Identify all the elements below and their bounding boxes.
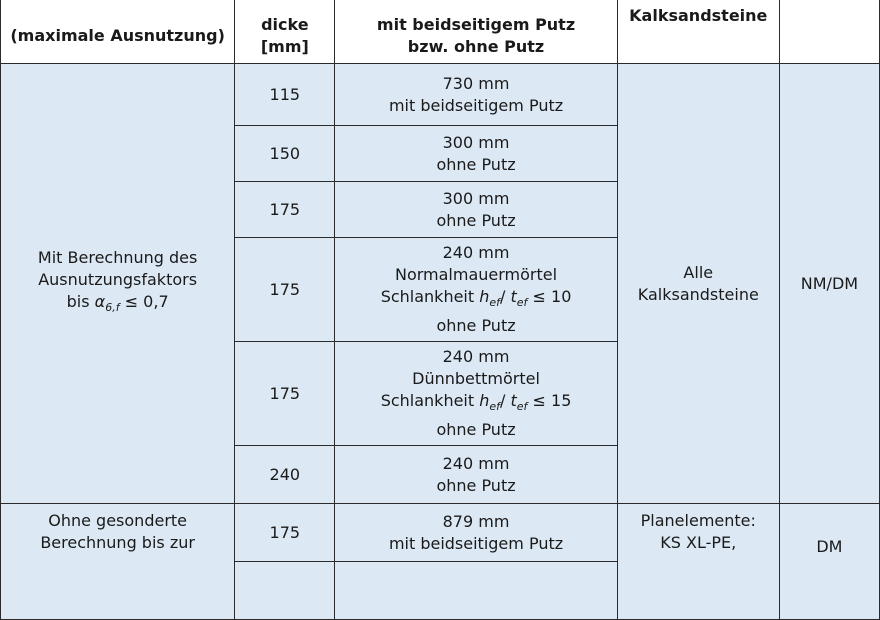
header-mortar (779, 0, 879, 64)
header-stones-text: Kalksandsteine (629, 6, 768, 25)
thickness-cell: 150 (235, 126, 335, 182)
h-symbol: h (479, 391, 490, 411)
t-subscript: ef (516, 296, 528, 310)
mortar-type: Normalmauermörtel (394, 265, 558, 285)
slenderness-line: Schlankheit $h_{ef}/$ $t_{ef} \le 15$ (380, 391, 572, 414)
slenderness-line: Schlankheit $h_{ef}/$ $t_{ef} \le 10$ (380, 287, 572, 310)
mortar-cell-group1: NM/DM (779, 64, 879, 504)
alpha-subscript: 6,f (105, 301, 120, 315)
table-row (1, 504, 880, 562)
length-cell (335, 562, 617, 620)
length-cell (335, 182, 617, 238)
header-length-text: mit beidseitigem Putz bzw. ohne Putz (376, 15, 576, 56)
mortar-cell-group2: DM (779, 504, 879, 620)
condition-cell-group1 (1, 64, 235, 504)
length-note: ohne Putz (436, 154, 516, 174)
t-symbol: t (510, 391, 517, 411)
condition-cell-group2 (1, 504, 235, 620)
header-thickness-text: dicke [mm] (260, 15, 309, 56)
thickness-cell (235, 562, 335, 620)
length-cell (335, 446, 617, 504)
mortar-type: Dünnbettmörtel (412, 369, 540, 389)
length-value: 240 mm (442, 347, 510, 367)
length-cell (335, 64, 617, 126)
condition-line: Mit Berechnung des (37, 248, 198, 268)
length-note: mit beidseitigem Putz (388, 533, 564, 553)
length-cell (335, 238, 617, 342)
length-value: 879 mm (442, 511, 510, 531)
thickness-cell: 175 (235, 238, 335, 342)
stones-text: KS XL-PE, (660, 533, 737, 552)
thickness-cell: 175 (235, 342, 335, 446)
header-stones (617, 0, 779, 64)
length-note: ohne Putz (436, 315, 516, 335)
condition-alpha (5, 291, 230, 319)
header-condition-text: (maximale Ausnutzung) (10, 26, 225, 45)
thickness-cell: 175 (235, 182, 335, 238)
stones-text: Planelemente: (640, 511, 756, 530)
length-note: mit beidseitigem Putz (388, 95, 564, 115)
length-value: 730 mm (442, 73, 510, 93)
table-header-row (1, 0, 880, 64)
slenderness-label: Schlankheit (380, 287, 475, 307)
t-subscript: ef (516, 400, 528, 414)
h-subscript: ef (489, 400, 501, 414)
condition-line: Berechnung bis zur (40, 533, 195, 552)
thickness-cell: 115 (235, 64, 335, 126)
slenderness-label: Schlankheit (380, 391, 475, 411)
length-value: 240 mm (442, 453, 510, 473)
length-value: 300 mm (442, 188, 510, 208)
stones-cell-group1 (617, 64, 779, 504)
stones-cell-group2 (617, 504, 779, 620)
h-symbol: h (479, 287, 490, 307)
condition-line: Ausnutzungsfaktors (38, 270, 198, 290)
header-condition (1, 0, 235, 64)
t-symbol: t (510, 287, 517, 307)
condition-line: Ohne gesonderte (48, 511, 188, 530)
length-cell (335, 342, 617, 446)
length-value: 240 mm (442, 243, 510, 263)
length-value: 300 mm (442, 132, 510, 152)
condition-prefix: bis (66, 292, 90, 312)
length-note: ohne Putz (436, 475, 516, 495)
thickness-cell: 175 (235, 504, 335, 562)
length-cell (335, 504, 617, 562)
slenderness-value: ≤ 15 (532, 391, 572, 411)
stones-text: Alle Kalksandsteine (637, 262, 759, 304)
condition-value: ≤ 0,7 (124, 292, 169, 312)
header-thickness (235, 0, 335, 64)
alpha-symbol: α (94, 292, 106, 312)
slenderness-value: ≤ 10 (532, 287, 572, 307)
h-subscript: ef (489, 296, 501, 310)
length-cell (335, 126, 617, 182)
thickness-cell: 240 (235, 446, 335, 504)
length-note: ohne Putz (436, 419, 516, 439)
table-row (1, 64, 880, 126)
header-length (335, 0, 617, 64)
length-note: ohne Putz (436, 210, 516, 230)
